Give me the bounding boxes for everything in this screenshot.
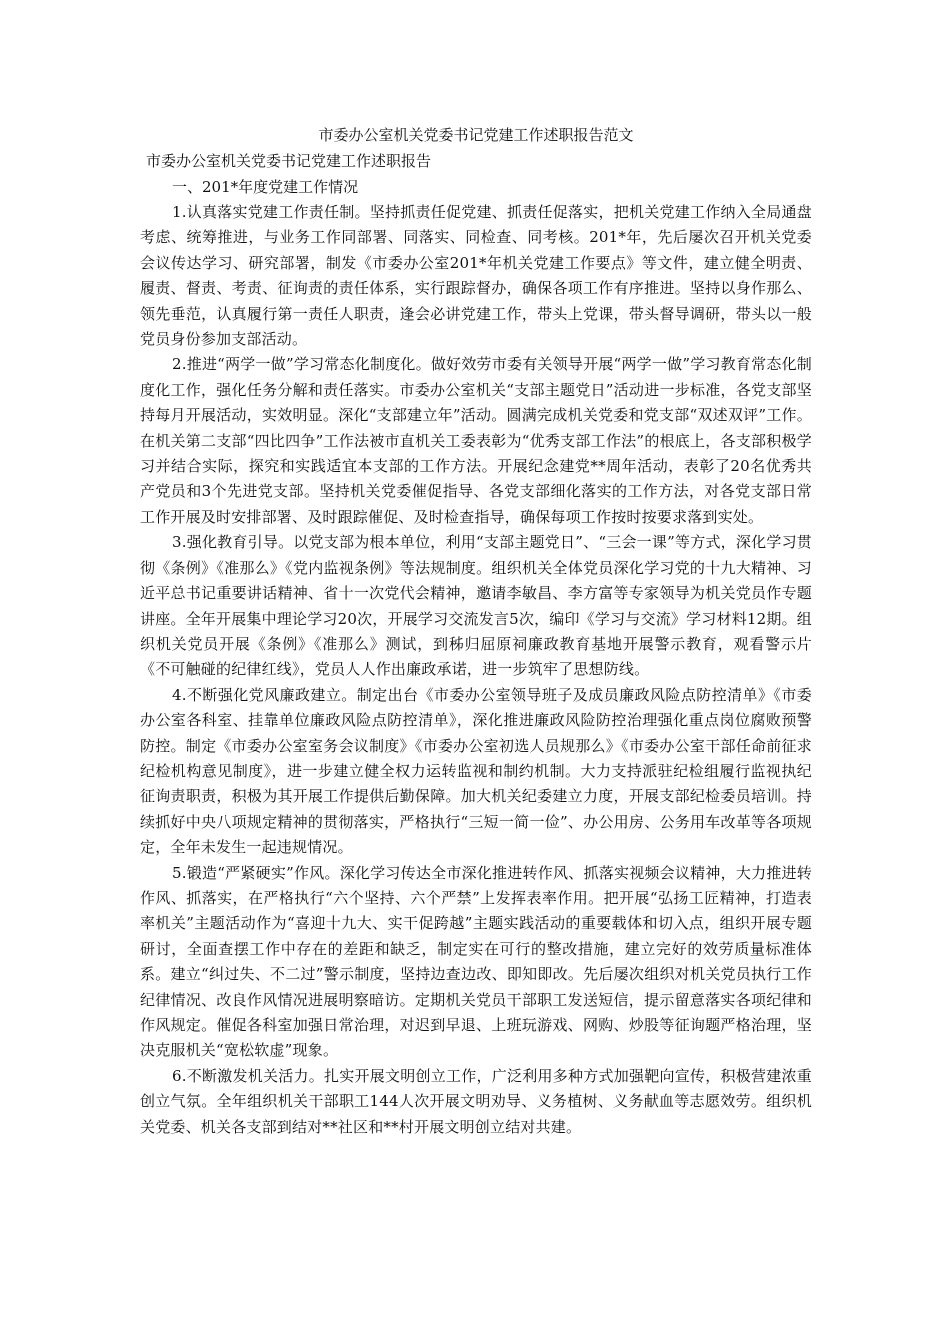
- paragraph-4: 4.不断强化党风廉政建立。制定出台《市委办公室领导班子及成员廉政风险点防控清单》《市委办公室各科室、挂靠单位廉政风险点防控清单》，深化推进廉政风险防控治理强化重点岗位腐败预警防控。制定《市委办公室室务会议制度》《市委办公室初选人员规那么》《市委办公室干部任命前征求纪检机构意见制度》，进一步建立健全权力运转监视和制约机制。大力支持派驻纪检组履行监视执纪征询责职责，积极为其开展工作提供后勤保障。加大机关纪委建立力度，开展支部纪检委员培训。持续抓好中央八项规定精神的贯彻落实，严格执行“三短一简一俭”、办公用房、公务用车改革等各项规定，全年未发生一起违规情况。: [140, 685, 812, 857]
- paragraph-6: 6.不断激发机关活力。扎实开展文明创立工作，广泛利用多种方式加强靶向宣传，积极营建浓重创立气氛。全年组织机关干部职工144人次开展文明劝导、义务植树、义务献血等志愿效劳。组织机关党委、机关各支部到结对**社区和**村开展文明创立结对共建。: [140, 1066, 812, 1136]
- document-page: [140, 122, 812, 1140]
- document-subtitle: 市委办公室机关党委书记党建工作述职报告: [146, 152, 432, 170]
- paragraph-5: 5.锻造“严紧硬实”作风。深化学习传达全市深化推进转作风、抓落实视频会议精神，大力推进转作风、抓落实，在严格执行“六个坚持、六个严禁”上发挥表率作用。把开展“弘扬工匠精神，打造表率机关”主题活动作为“喜迎十九大、实干促跨越”主题实践活动的重要载体和切入点，组织开展专题研讨，全面查摆工作中存在的差距和缺乏，制定实在可行的整改措施，建立完好的效劳质量标准体系。建立“纠过失、不二过”警示制度，坚持边查边改、即知即改。先后屡次组织对机关党员执行工作纪律情况、改良作风情况进展明察暗访。定期机关党员干部职工发送短信，提示留意落实各项纪律和作风规定。催促各科室加强日常治理，对迟到早退、上班玩游戏、网购、炒股等征询题严格治理，坚决克服机关“宽松软虚”现象。: [140, 863, 812, 1060]
- paragraph-1: 1.认真落实党建工作责任制。坚持抓责任促党建、抓责任促落实，把机关党建工作纳入全局通盘考虑、统筹推进，与业务工作同部署、同落实、同检查、同考核。201*年，先后屡次召开机关党委会议传达学习、研究部署，制发《市委办公室201*年机关党建工作要点》等文件，建立健全明责、履责、督责、考责、征询责的责任体系，实行跟踪督办，确保各项工作有序推进。坚持以身作那么、领先垂范，认真履行第一责任人职责，逢会必讲党建工作，带头上党课，带头督导调研，带头以一般党员身份参加支部活动。: [140, 203, 812, 349]
- paragraph-3: 3.强化教育引导。以党支部为根本单位，利用“支部主题党日”、“三会一课”等方式，深化学习贯彻《条例》《准那么》《党内监视条例》等法规制度。组织机关全体党员深化学习党的十九大精神、习近平总书记重要讲话精神、省十一次党代会精神，邀请李敏昌、李方富等专家领导为机关党员作专题讲座。全年开展集中理论学习20次，开展学习交流发言5次，编印《学习与交流》学习材料12期。组织机关党员开展《条例》《准那么》测试，到秭归屈原祠廉政教育基地开展警示教育，观看警示片《不可触碰的纪律红线》，党员人人作出廉政承诺，进一步筑牢了思想防线。: [140, 533, 812, 679]
- section-heading: 一、201*年度党建工作情况: [172, 178, 359, 196]
- paragraph-2: 2.推进“两学一做”学习常态化制度化。做好效劳市委有关领导开展“两学一做”学习教育常态化制度化工作，强化任务分解和责任落实。市委办公室机关“支部主题党日”活动进一步标准，各党支部坚持每月开展活动，实效明显。深化“支部建立年”活动。圆满完成机关党委和党支部“双述双评”工作。在机关第二支部“四比四争”工作法被市直机关工委表彰为“优秀支部工作法”的根底上，各支部积极学习并结合实际，探究和实践适宜本支部的工作方法。开展纪念建党**周年活动，表彰了20名优秀共产党员和3个先进党支部。坚持机关党委催促指导、各党支部细化落实的工作方法，对各党支部日常工作开展及时安排部署、及时跟踪催促、及时检查指导，确保每项工作按时按要求落到实处。: [140, 355, 812, 526]
- document-title: 市委办公室机关党委书记党建工作述职报告范文: [318, 126, 634, 144]
